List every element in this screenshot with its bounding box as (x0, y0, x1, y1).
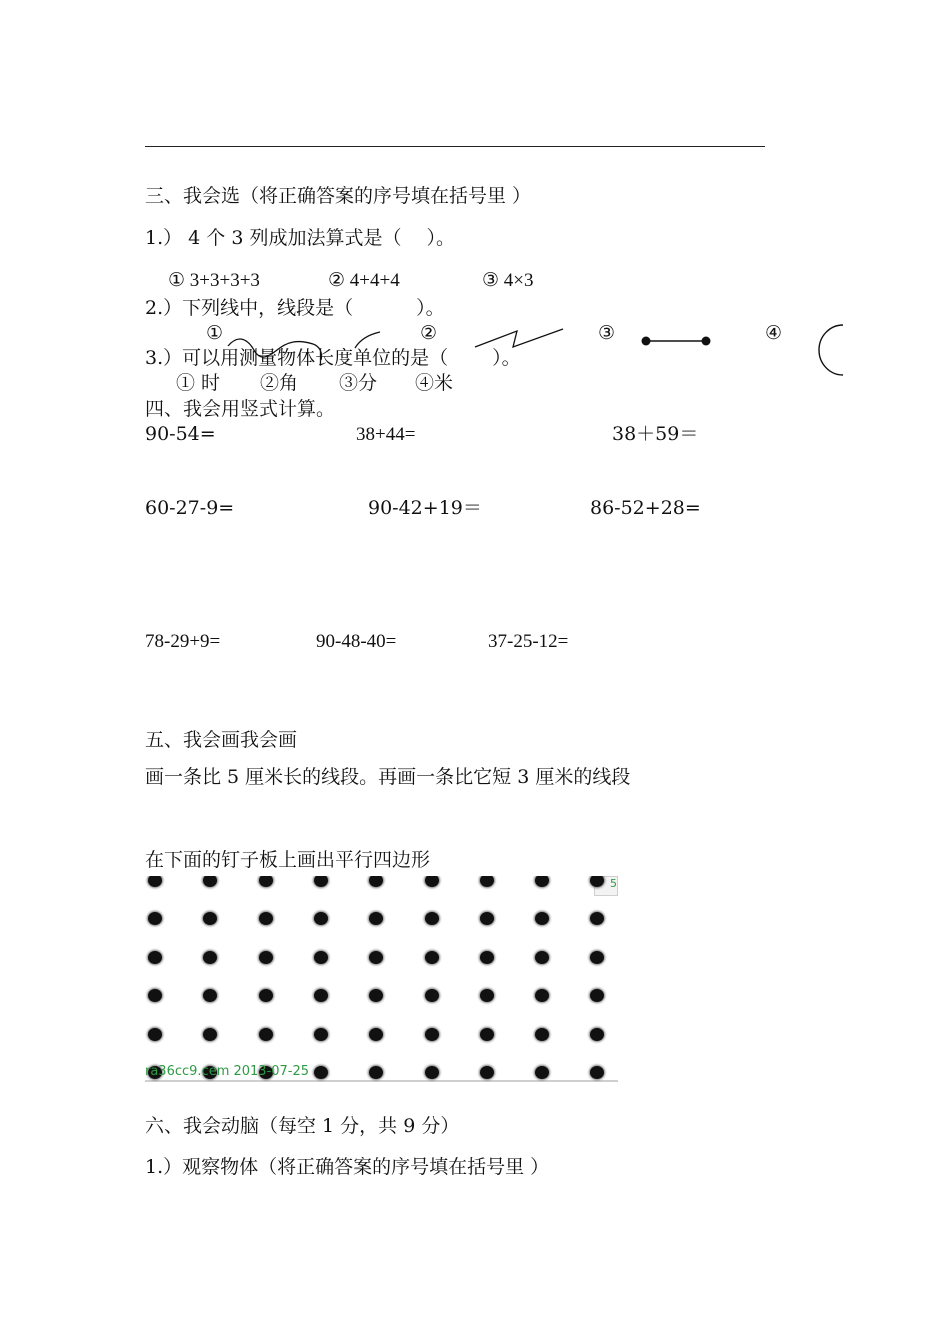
peg-dot[interactable] (259, 951, 273, 964)
section4-title: 四、我会用竖式计算。 (145, 398, 336, 420)
q1-text: 1.） 4 个 3 列成加法算式是（ ）。 (145, 227, 456, 249)
peg-dot[interactable] (203, 951, 217, 964)
calc-2: 38+44= (356, 424, 416, 445)
peg-dot[interactable] (148, 951, 162, 964)
section6-title: 六、我会动脑（每空 1 分，共 9 分） (145, 1115, 460, 1137)
peg-dot[interactable] (314, 951, 328, 964)
peg-dot[interactable] (259, 912, 273, 925)
section3-title: 三、我会选（将正确答案的序号填在括号里 ） (145, 185, 532, 207)
arc-figure (815, 320, 850, 382)
observe-question: 1.）观察物体（将正确答案的序号填在括号里 ） (145, 1156, 550, 1178)
peg-dot[interactable] (480, 876, 494, 887)
peg-dot[interactable] (425, 912, 439, 925)
calc-6: 86-52+28= (590, 497, 701, 519)
q2-label-3: ③ (598, 322, 616, 344)
line-segment-figure (640, 334, 715, 350)
q3-option-2: ②角 (260, 372, 299, 394)
peg-dot[interactable] (425, 1028, 439, 1041)
peg-dot[interactable] (203, 1028, 217, 1041)
peg-dot[interactable] (425, 1066, 439, 1079)
peg-dot[interactable] (535, 1028, 549, 1041)
top-rule (145, 146, 765, 147)
section5-title: 五、我会画我会画 (145, 729, 298, 751)
peg-dot[interactable] (314, 1066, 328, 1079)
peg-dot[interactable] (148, 876, 162, 887)
q3-option-1: ① 时 (176, 372, 221, 394)
q1-option-1: ① 3+3+3+3 (168, 270, 260, 291)
peg-dot[interactable] (590, 989, 604, 1002)
peg-dot[interactable] (259, 876, 273, 887)
peg-dot[interactable] (535, 912, 549, 925)
peg-dot[interactable] (203, 912, 217, 925)
peg-dot[interactable] (314, 912, 328, 925)
peg-dot[interactable] (480, 989, 494, 1002)
peg-dot[interactable] (535, 951, 549, 964)
q2-label-4: ④ (765, 322, 783, 344)
calc-3: 38＋59＝ (612, 423, 699, 445)
peg-dot[interactable] (369, 1028, 383, 1041)
peg-dot[interactable] (259, 1028, 273, 1041)
peg-dot[interactable] (203, 989, 217, 1002)
pegboard-baseline (145, 1080, 618, 1082)
peg-dot[interactable] (590, 1066, 604, 1079)
peg-dot[interactable] (535, 876, 549, 887)
peg-dot[interactable] (369, 951, 383, 964)
calc-5: 90-42+19＝ (368, 497, 482, 519)
peg-dot[interactable] (480, 951, 494, 964)
peg-dot[interactable] (369, 989, 383, 1002)
peg-dot[interactable] (369, 912, 383, 925)
q2-text: 2.）下列线中，线段是（ ）。 (145, 297, 445, 319)
peg-dot[interactable] (369, 876, 383, 887)
q1-option-3: ③ 4×3 (482, 270, 534, 291)
peg-dot[interactable] (480, 1066, 494, 1079)
pegboard-corner-mark: 5 (594, 876, 618, 896)
peg-dot[interactable] (590, 1028, 604, 1041)
peg-dot[interactable] (148, 989, 162, 1002)
peg-dot[interactable] (535, 1066, 549, 1079)
peg-dot[interactable] (314, 989, 328, 1002)
peg-dot[interactable] (203, 876, 217, 887)
peg-dot[interactable] (425, 876, 439, 887)
calc-9: 37-25-12= (488, 631, 569, 652)
q1-option-2: ② 4+4+4 (328, 270, 400, 291)
q3-option-3: ③分 (339, 372, 378, 394)
q2-label-2: ② (420, 322, 438, 344)
calc-1: 90-54= (145, 423, 216, 445)
calc-8: 90-48-40= (316, 631, 397, 652)
peg-dot[interactable] (425, 951, 439, 964)
peg-dot[interactable] (425, 989, 439, 1002)
peg-dot[interactable] (590, 912, 604, 925)
peg-dot[interactable] (148, 1028, 162, 1041)
pegboard-instruction: 在下面的钉子板上画出平行四边形 (145, 849, 431, 871)
draw-line-instruction: 画一条比 5 厘米长的线段。再画一条比它短 3 厘米的线段 (145, 766, 631, 788)
pegboard[interactable] (145, 876, 618, 1082)
peg-dot[interactable] (314, 876, 328, 887)
peg-dot[interactable] (148, 912, 162, 925)
q3-option-4: ④米 (415, 372, 454, 394)
peg-dot[interactable] (480, 1028, 494, 1041)
peg-dot[interactable] (259, 989, 273, 1002)
q3-text: 3.）可以用测量物体长度单位的是（ ）。 (145, 347, 521, 369)
calc-4: 60-27-9= (145, 497, 235, 519)
peg-dot[interactable] (369, 1066, 383, 1079)
calc-7: 78-29+9= (145, 631, 221, 652)
peg-dot[interactable] (480, 912, 494, 925)
peg-dot[interactable] (314, 1028, 328, 1041)
q2-label-1: ① (206, 322, 224, 344)
peg-dot[interactable] (590, 951, 604, 964)
peg-dot[interactable] (535, 989, 549, 1002)
pegboard-watermark: ra36cc9.cem 2013-07-25 (145, 1064, 310, 1079)
